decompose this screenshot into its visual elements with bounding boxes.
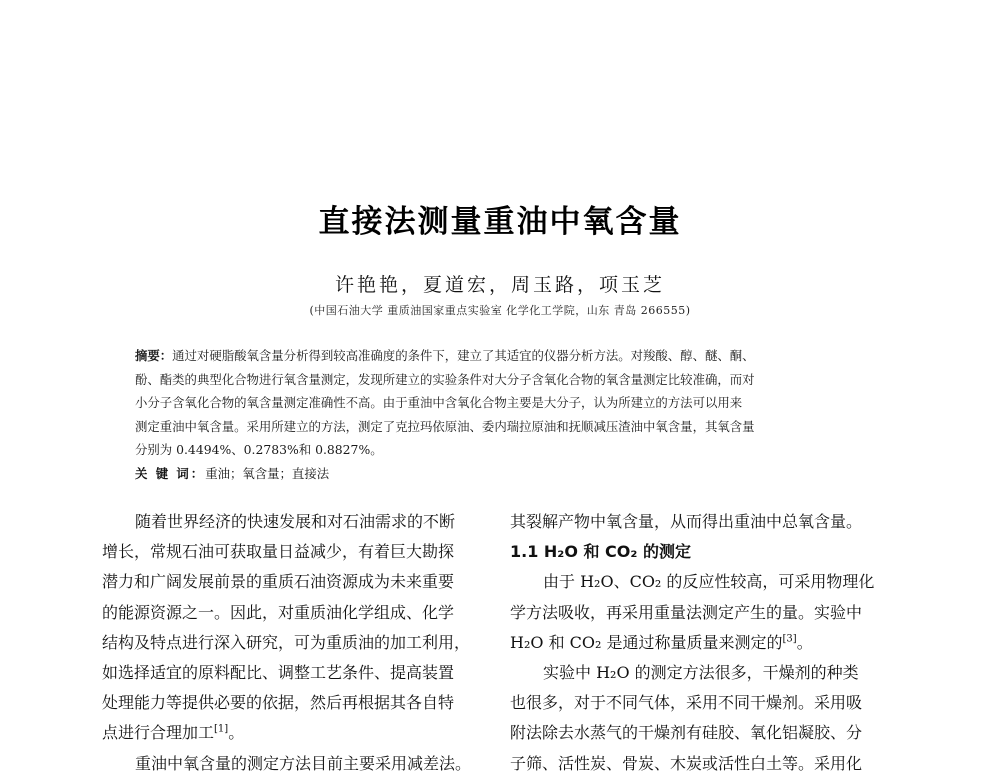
body-line: 子筛、活性炭、骨炭、木炭或活性白土等。采用化 (510, 753, 863, 773)
abstract-line: 小分子含氧化合物的氧含量测定准确性不高。由于重油中含氧化合物主要是大分子，认为所建立的方法可以用来 (135, 395, 743, 410)
abstract (135, 344, 870, 462)
body-line: 的能源资源之一。因此，对重质油化学组成、化学 (102, 602, 455, 622)
body-line: 学方法吸收，再采用重量法测定产生的量。实验中 (510, 602, 863, 622)
citation-ref[interactable]: [1] (214, 723, 229, 735)
abstract-line: 摘要：通过对硬脂酸氧含量分析得到较高准确度的条件下，建立了其适宜的仪器分析方法。对羧酸、醇、醚、酮、 (135, 348, 755, 363)
body-line: 重油中氧含量的测定方法目前主要采用减差法。 (135, 753, 472, 773)
author-list: 许艳艳，夏道宏，周玉路，项玉芝 (334, 274, 665, 296)
abstract-line: 分别为 0.4494%、0.2783%和 0.8827%。 (135, 442, 383, 457)
paper-title: 直接法测量重油中氧含量 (318, 204, 682, 240)
body-line: 潜力和广阔发展前景的重质石油资源成为未来重要 (102, 572, 455, 592)
body-column-right (510, 507, 900, 779)
body-line: 由于 H₂O、CO₂ 的反应性较高，可采用物理化 (543, 572, 875, 592)
body-column-left (102, 507, 492, 779)
keywords-text: 重油；氧含量；直接法 (205, 466, 330, 481)
body-line: 如选择适宜的原料配比、调整工艺条件、提高装置 (102, 662, 455, 682)
affiliation: (中国石油大学 重质油国家重点实验室 化学化工学院，山东 青岛 266555) (309, 304, 691, 317)
body-line: 其裂解产物中氧含量，从而得出重油中总氧含量。 (510, 512, 863, 531)
keywords (135, 462, 870, 486)
body-line: 处理能力等提供必要的依据，然后再根据其各自特 (102, 693, 455, 713)
body-line: 附法除去水蒸气的干燥剂有硅胶、氧化铝凝胶、分 (510, 723, 863, 743)
abstract-label: 摘要： (135, 348, 173, 363)
body-line: H₂O 和 CO₂ 是通过称量质量来测定的[3]。 (510, 632, 813, 652)
body-line: 实验中 H₂O 的测定方法很多，干燥剂的种类 (543, 662, 859, 682)
body-line: 点进行合理加工[1]。 (102, 723, 245, 743)
abstract-line: 酚、酯类的典型化合物进行氧含量测定，发现所建立的实验条件对大分子含氧化合物的氧含量测定比较准确，而对 (135, 371, 755, 387)
keywords-label: 关 键 词： (135, 466, 206, 481)
abstract-line: 测定重油中氧含量。采用所建立的方法，测定了克拉玛依原油、委内瑞拉原油和抚顺减压渣油中氧含量，其氧含量 (135, 418, 755, 434)
body-line: 也很多，对于不同气体，采用不同干燥剂。采用吸 (510, 693, 863, 713)
citation-ref[interactable]: [3] (782, 633, 797, 645)
section-heading: 1.1 H₂O 和 CO₂ 的测定 (510, 542, 691, 562)
body-line: 随着世界经济的快速发展和对石油需求的不断 (135, 512, 456, 531)
body-line: 增长，常规石油可获取量日益减少，有着巨大勘探 (102, 542, 455, 562)
body-line: 结构及特点进行深入研究，可为重质油的加工利用， (102, 632, 471, 652)
